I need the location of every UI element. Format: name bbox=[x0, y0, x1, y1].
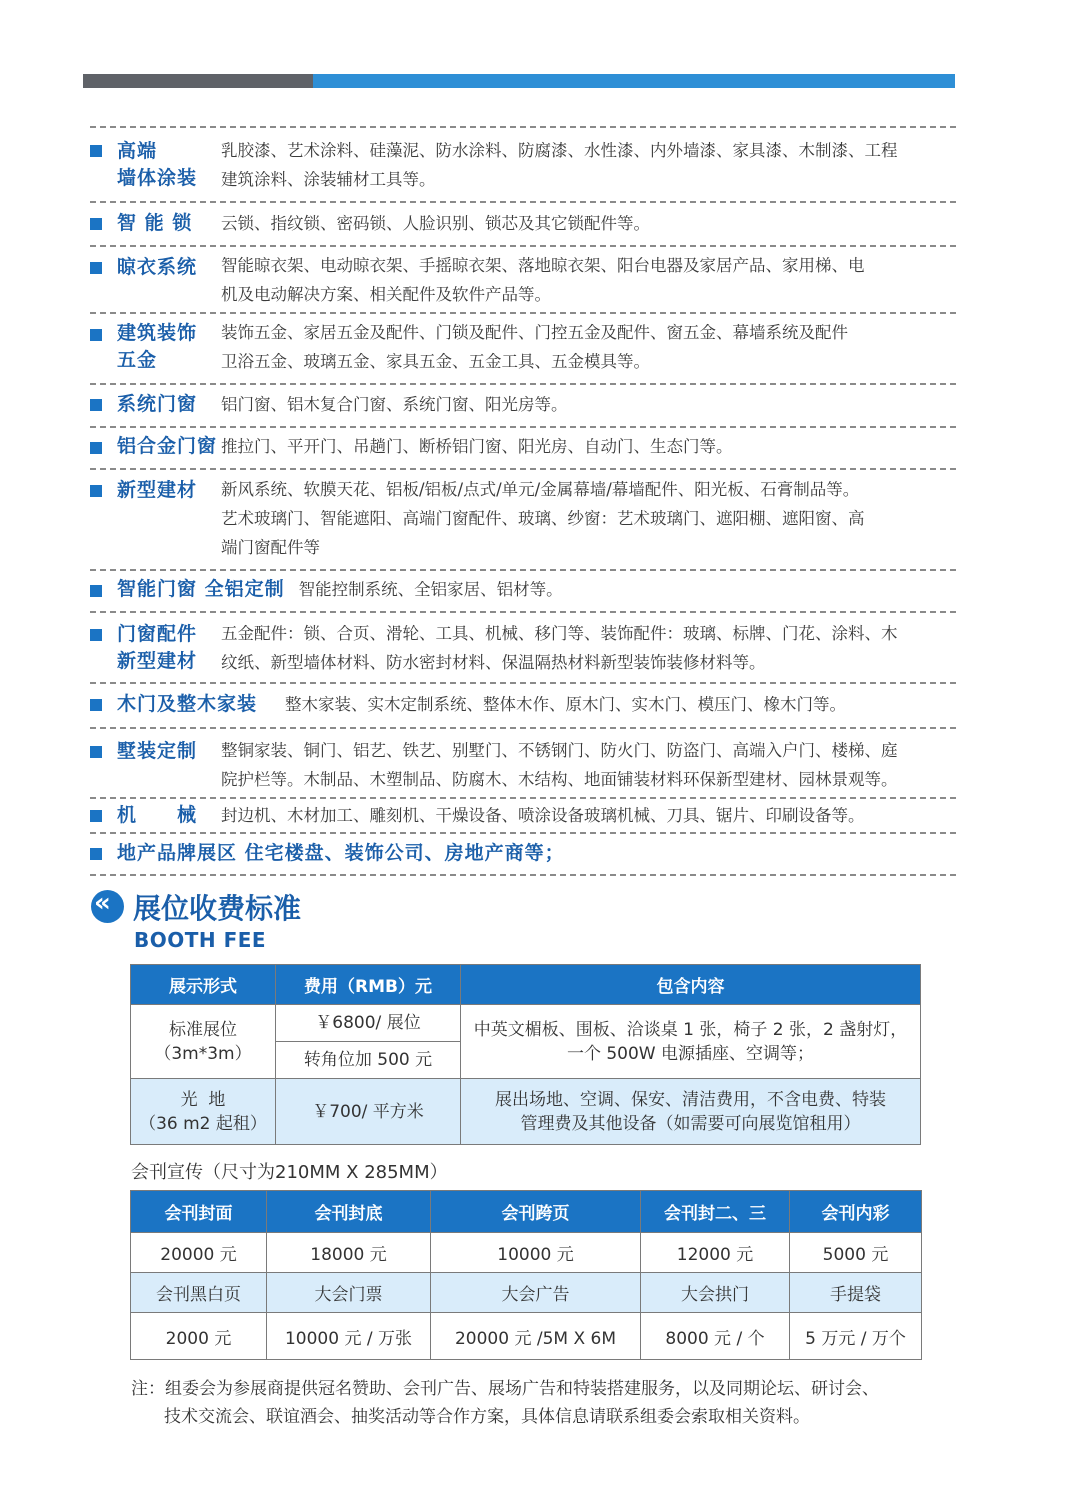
cell-text: 标准展位 bbox=[169, 1019, 237, 1040]
footnote-line: 技术交流会、联谊酒会、抽奖活动等合作方案，具体信息请联系组委会索取相关资料。 bbox=[164, 1407, 810, 1427]
table-header-cell: 会刊内彩 bbox=[790, 1191, 922, 1233]
category-name-line: 高端 bbox=[117, 140, 158, 162]
square-bullet-icon bbox=[90, 329, 102, 341]
category-name bbox=[117, 477, 197, 504]
category-row bbox=[90, 128, 956, 201]
square-bullet-icon bbox=[90, 218, 102, 230]
category-desc bbox=[221, 736, 956, 794]
category-name bbox=[117, 738, 197, 765]
cell-text: （3m*3m） bbox=[154, 1043, 252, 1064]
table-cell: 20000 元 /5M X 6M bbox=[431, 1313, 641, 1360]
table-header-cell: 会刊封二、三 bbox=[641, 1191, 790, 1233]
category-name bbox=[117, 210, 192, 237]
category-desc bbox=[221, 318, 956, 376]
category-row bbox=[90, 247, 956, 312]
category-desc bbox=[221, 209, 956, 238]
divider bbox=[90, 874, 956, 876]
category-name bbox=[117, 138, 197, 192]
category-row bbox=[90, 834, 956, 874]
table-header-row bbox=[131, 965, 921, 1005]
square-bullet-icon bbox=[90, 746, 102, 758]
category-desc-line: 卫浴五金、玻璃五金、家具五金、五金工具、五金模具等。 bbox=[221, 352, 650, 371]
category-desc-line: 端门窗配件等 bbox=[221, 538, 320, 557]
category-desc-line: 机及电动解决方案、相关配件及软件产品等。 bbox=[221, 285, 551, 304]
category-desc-line: 装饰五金、家居五金及配件、门锁及配件、门控五金及配件、窗五金、幕墙系统及配件 bbox=[221, 323, 848, 342]
table-cell: ￥6800/ 展位 bbox=[276, 1005, 461, 1042]
category-desc bbox=[221, 136, 956, 194]
square-bullet-icon bbox=[90, 848, 102, 860]
category-name-line: 新型建材 bbox=[117, 479, 198, 501]
category-name bbox=[117, 802, 197, 829]
table-cell: 5000 元 bbox=[790, 1233, 922, 1273]
square-bullet-icon bbox=[90, 485, 102, 497]
table-cell bbox=[461, 1005, 921, 1079]
category-row bbox=[90, 470, 956, 569]
square-bullet-icon bbox=[90, 629, 102, 641]
category-name-line: 新型建材 bbox=[117, 650, 198, 672]
category-name-line: 建筑装饰 bbox=[117, 322, 198, 344]
category-desc-line: 五金配件：锁、合页、滑轮、工具、机械、移门等、装饰配件：玻璃、标牌、门花、涂料、木 bbox=[221, 624, 898, 643]
category-desc bbox=[221, 619, 956, 677]
exhibit-category-list bbox=[90, 126, 956, 876]
category-name: 铝合金门窗 bbox=[117, 435, 218, 457]
square-bullet-icon bbox=[90, 810, 102, 822]
category-row bbox=[90, 203, 956, 245]
category-desc-line: 建筑涂料、涂装辅材工具等。 bbox=[221, 170, 436, 189]
table-cell: 手提袋 bbox=[790, 1273, 922, 1313]
category-name bbox=[117, 320, 197, 374]
table-cell: 18000 元 bbox=[267, 1233, 431, 1273]
advertising-fee-table bbox=[130, 1190, 922, 1360]
cell-text: （36 m2 起租） bbox=[139, 1113, 267, 1134]
category-name-line: 晾衣系统 bbox=[117, 256, 198, 278]
cell-text: 展出场地、空调、保安、清洁费用，不含电费、特装 bbox=[495, 1089, 886, 1110]
table-header-cell: 会刊封面 bbox=[131, 1191, 267, 1233]
category-row bbox=[90, 314, 956, 383]
table-header-cell: 会刊封底 bbox=[267, 1191, 431, 1233]
table-cell: 12000 元 bbox=[641, 1233, 790, 1273]
category-name-line: 系统门窗 bbox=[117, 393, 198, 415]
square-bullet-icon bbox=[90, 145, 102, 157]
category-desc-line: 新风系统、软膜天花、铝板/铝板/点式/单元/金属幕墙/幕墙配件、阳光板、石膏制品等。 bbox=[221, 480, 860, 499]
category-desc bbox=[221, 475, 956, 562]
table-cell: 10000 元 / 万张 bbox=[267, 1313, 431, 1360]
category-desc bbox=[221, 801, 956, 830]
category-desc-line: 院护栏等。木制品、木塑制品、防腐木、木结构、地面铺装材料环保新型建材、园林景观等。 bbox=[221, 770, 898, 789]
category-inline bbox=[117, 433, 733, 460]
table-row bbox=[131, 1313, 922, 1360]
cell-text: 一个 500W 电源插座、空调等； bbox=[566, 1043, 815, 1064]
category-desc-line: 铝门窗、铝木复合门窗、系统门窗、阳光房等。 bbox=[221, 395, 568, 414]
category-row bbox=[90, 613, 956, 682]
section-title-en: BOOTH FEE bbox=[134, 928, 267, 952]
category-row bbox=[90, 799, 956, 832]
category-desc bbox=[221, 251, 956, 309]
table-row bbox=[131, 1273, 922, 1313]
table-header-cell: 包含内容 bbox=[461, 965, 921, 1005]
table-cell: 10000 元 bbox=[431, 1233, 641, 1273]
table-cell: 20000 元 bbox=[131, 1233, 267, 1273]
category-desc-line: 推拉门、平开门、吊趟门、断桥铝门窗、阳光房、自动门、生态门等。 bbox=[221, 437, 733, 456]
category-desc-line: 智能控制系统、全铝家居、铝材等。 bbox=[298, 580, 563, 599]
category-inline bbox=[117, 576, 563, 603]
category-desc-line: 乳胶漆、艺术涂料、硅藻泥、防水涂料、防腐漆、水性漆、内外墙漆、家具漆、木制漆、工程 bbox=[221, 141, 898, 160]
table-cell: 大会门票 bbox=[267, 1273, 431, 1313]
category-desc-line: 云锁、指纹锁、密码锁、人脸识别、锁芯及其它锁配件等。 bbox=[221, 214, 650, 233]
top-bar-blue-segment bbox=[313, 74, 955, 88]
square-bullet-icon bbox=[90, 699, 102, 711]
table-header-cell: 费用（RMB）元 bbox=[276, 965, 461, 1005]
table-cell bbox=[461, 1079, 921, 1145]
category-desc bbox=[221, 390, 956, 419]
table-cell bbox=[131, 1005, 276, 1079]
square-bullet-icon bbox=[90, 399, 102, 411]
category-name-line: 墅装定制 bbox=[117, 740, 198, 762]
category-desc-line: 艺术玻璃门、智能遮阳、高端门窗配件、玻璃、纱窗：艺术玻璃门、遮阳棚、遮阳窗、高 bbox=[221, 509, 865, 528]
table-header-cell: 会刊跨页 bbox=[431, 1191, 641, 1233]
category-name-line: 五金 bbox=[117, 349, 158, 371]
square-bullet-icon bbox=[90, 262, 102, 274]
table-cell bbox=[131, 1079, 276, 1145]
category-name-line: 墙体涂装 bbox=[117, 167, 198, 189]
booth-fee-table bbox=[130, 964, 921, 1145]
double-chevron-left-icon: « bbox=[91, 890, 124, 923]
section-title-cn: 展位收费标准 bbox=[133, 892, 302, 925]
category-desc-line: 封边机、木材加工、雕刻机、干燥设备、喷涂设备玻璃机械、刀具、锯片、印刷设备等。 bbox=[221, 806, 865, 825]
table-row bbox=[131, 1233, 922, 1273]
table-cell: 大会广告 bbox=[431, 1273, 641, 1313]
category-name bbox=[117, 254, 197, 281]
category-desc-line: 整铜家装、铜门、铝艺、铁艺、别墅门、不锈钢门、防火门、防盗门、高端入户门、楼梯、庭 bbox=[221, 741, 898, 760]
category-row bbox=[90, 385, 956, 426]
category-desc-line: 整木家装、实木定制系统、整体木作、原木门、实木门、模压门、橡木门等。 bbox=[285, 695, 847, 714]
footnote-line: 注：组委会为参展商提供冠名赞助、会刊广告、展场广告和特装搭建服务，以及同期论坛、研讨会、 bbox=[131, 1379, 879, 1399]
footnote bbox=[131, 1375, 951, 1431]
top-bar-gray-segment bbox=[83, 74, 313, 88]
cell-text: 管理费及其他设备（如需要可向展览馆租用） bbox=[520, 1113, 861, 1134]
category-name: 木门及整木家装 bbox=[117, 693, 258, 715]
category-name: 地产品牌展区 住宅楼盘、装饰公司、房地产商等； bbox=[117, 842, 565, 864]
ad-section-label: 会刊宣传（尺寸为210MM X 285MM） bbox=[131, 1162, 448, 1183]
cell-text: 光 地 bbox=[180, 1089, 226, 1110]
square-bullet-icon bbox=[90, 585, 102, 597]
table-header-row bbox=[131, 1191, 922, 1233]
table-row bbox=[131, 1005, 921, 1042]
category-name-line: 智 能 锁 bbox=[117, 212, 193, 234]
table-cell: 2000 元 bbox=[131, 1313, 267, 1360]
table-cell: 转角位加 500 元 bbox=[276, 1042, 461, 1079]
category-name bbox=[117, 621, 197, 675]
table-cell: 5 万元 / 万个 bbox=[790, 1313, 922, 1360]
square-bullet-icon bbox=[90, 442, 102, 454]
category-name: 智能门窗 全铝定制 bbox=[117, 578, 285, 600]
table-cell: ￥700/ 平方米 bbox=[276, 1079, 461, 1145]
table-row bbox=[131, 1079, 921, 1145]
cell-text: 中英文楣板、围板、洽谈桌 1 张，椅子 2 张，2 盏射灯， bbox=[473, 1019, 908, 1040]
category-name-line: 机 械 bbox=[117, 804, 198, 826]
category-name bbox=[117, 391, 197, 418]
category-row bbox=[90, 571, 956, 611]
category-inline bbox=[117, 840, 565, 867]
table-cell: 大会拱门 bbox=[641, 1273, 790, 1313]
table-cell: 会刊黑白页 bbox=[131, 1273, 267, 1313]
category-name-line: 门窗配件 bbox=[117, 623, 198, 645]
category-row bbox=[90, 684, 956, 727]
category-row bbox=[90, 729, 956, 797]
category-row bbox=[90, 428, 956, 468]
table-header-cell: 展示形式 bbox=[131, 965, 276, 1005]
category-desc-line: 智能晾衣架、电动晾衣架、手摇晾衣架、落地晾衣架、阳台电器及家居产品、家用梯、电 bbox=[221, 256, 865, 275]
category-desc-line: 纹纸、新型墙体材料、防水密封材料、保温隔热材料新型装饰装修材料等。 bbox=[221, 653, 766, 672]
table-cell: 8000 元 / 个 bbox=[641, 1313, 790, 1360]
top-decorative-bar bbox=[83, 74, 955, 88]
category-inline bbox=[117, 691, 846, 718]
